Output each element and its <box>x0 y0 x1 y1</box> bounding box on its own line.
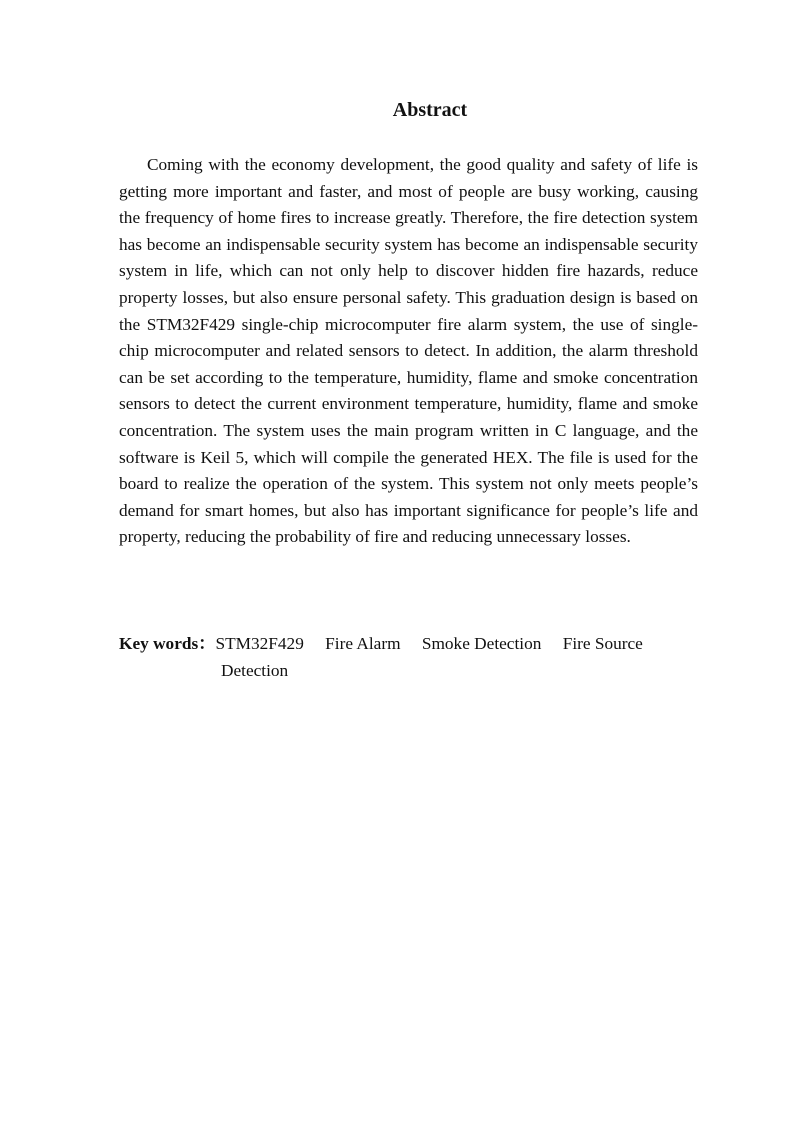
abstract-title: Abstract <box>392 99 468 121</box>
keyword-item: Smoke Detection <box>421 634 542 653</box>
abstract-paragraph: Coming with the economy development, the good quality and safety of life is getting more important and faster, and most of people are busy working, causing the frequency of home fires to increase greatly. Therefore, the fire detection system has become an indispensable security system has become an indispensable security system in life, which can not only help to discover hidden fire hazards, reduce property losses, but also ensure personal safety. This graduation design is based on the STM32F429 single-chip microcomputer fire alarm system, the use of single-chip microcomputer and related sensors to detect. In addition, the alarm threshold can be set according to the temperature, humidity, flame and smoke concentration sensors to detect the current environment temperature, humidity, flame and smoke concentration. The system uses the main program written in C language, and the software is Keil 5, which will compile the generated HEX. The file is used for the board to realize the operation of the system. This system not only meets people’s demand for smart homes, but also has important significance for people’s life and property, reducing the probability of fire and reducing unnecessary losses. <box>119 155 698 547</box>
keyword-item: Fire Source Detection <box>221 634 643 680</box>
keyword-item: STM32F429 <box>215 634 304 653</box>
keywords-line <box>119 630 698 684</box>
keyword-item: Fire Alarm <box>325 634 401 653</box>
keywords-label: Key words： <box>119 634 216 653</box>
